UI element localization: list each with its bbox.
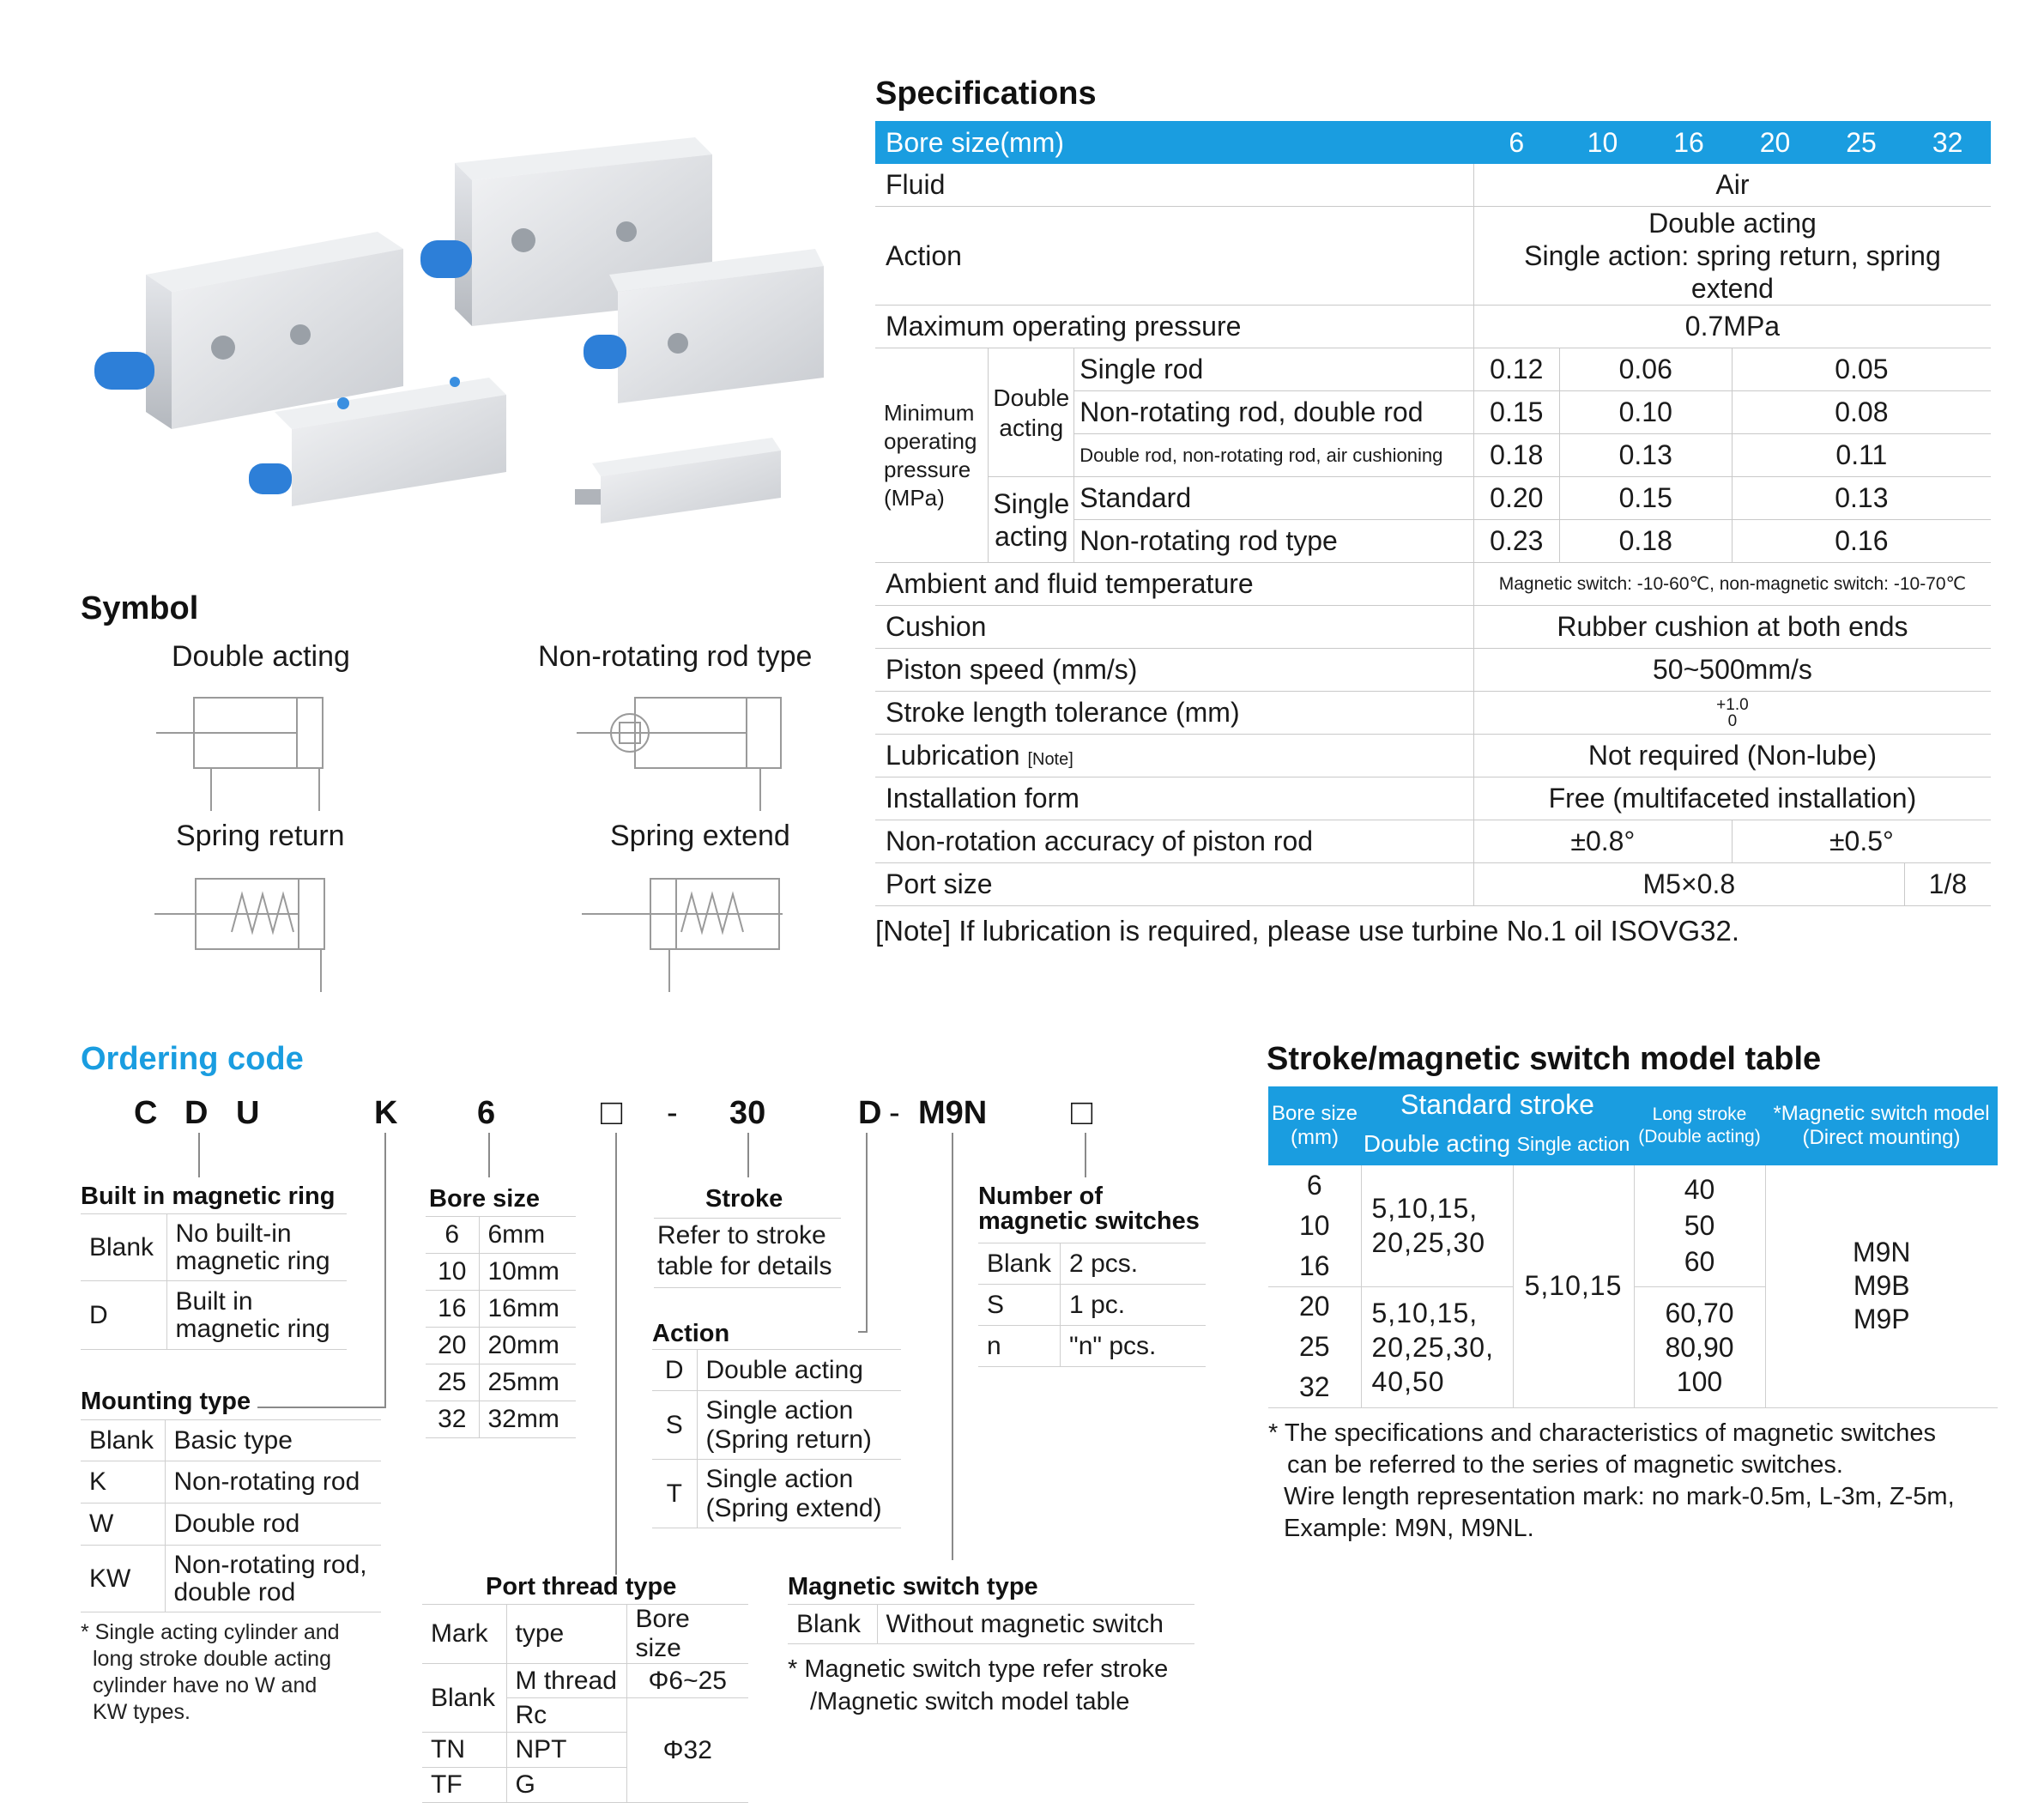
action-line-1: Double acting	[1648, 208, 1817, 239]
code-action-d: D	[858, 1095, 882, 1131]
min-value: 0.23	[1473, 520, 1559, 563]
label-line: operating	[884, 427, 977, 454]
min-value: 0.05	[1732, 348, 1991, 391]
table-row	[426, 1254, 576, 1291]
stroke-title: Stroke	[705, 1185, 783, 1213]
spec-value: ±0.5°	[1732, 820, 1991, 863]
min-value: 0.18	[1559, 520, 1732, 563]
column-header: type	[506, 1605, 626, 1664]
stroke-table	[1268, 1086, 1998, 1408]
bore-size-title: Bore size	[429, 1185, 540, 1213]
spec-value: 50~500mm/s	[1473, 649, 1991, 692]
bore-value: 32mm	[479, 1401, 576, 1438]
stroke-line: 60	[1684, 1246, 1715, 1278]
stroke-line: 20,25,30,	[1371, 1331, 1494, 1363]
spec-label: Stroke length tolerance (mm)	[875, 692, 1473, 735]
stroke-line: 5,10,15,	[1371, 1193, 1479, 1225]
mark-cell: D	[652, 1350, 697, 1391]
bore-16: 16	[1646, 121, 1733, 164]
bore-mark: 6	[426, 1217, 479, 1254]
symbol-non-rotating-label: Non-rotating rod type	[538, 640, 813, 673]
min-value: 0.18	[1473, 434, 1559, 477]
desc-line: double rod	[173, 1577, 296, 1606]
type-cell: NPT	[506, 1733, 626, 1768]
double-stroke-cell	[1361, 1286, 1513, 1407]
min-row-name: Double rod, non-rotating rod, air cushioning	[1074, 434, 1474, 477]
mark-cell: Blank	[978, 1243, 1061, 1285]
code-d: D	[184, 1095, 209, 1131]
code-count-box: □	[1071, 1092, 1093, 1132]
mark-cell: Blank	[788, 1605, 877, 1644]
lubrication-note: [Note]	[1027, 750, 1073, 769]
desc-line: Non-rotating rod,	[173, 1550, 367, 1579]
table-row	[978, 1326, 1206, 1367]
note-line: * Single acting cylinder and	[81, 1620, 340, 1644]
mark-cell: n	[978, 1326, 1061, 1367]
code-c: C	[134, 1095, 158, 1131]
note-line: KW types.	[93, 1700, 190, 1724]
note-line: long stroke double acting	[93, 1647, 331, 1671]
min-value: 0.13	[1559, 434, 1732, 477]
spec-value: Rubber cushion at both ends	[1473, 606, 1991, 649]
switch-model-header	[1765, 1086, 1998, 1165]
table-row	[978, 1243, 1206, 1285]
table-row	[426, 1291, 576, 1328]
stroke-line: 50	[1684, 1210, 1715, 1242]
bore-cell: Φ6~25	[626, 1664, 748, 1698]
note-line: can be referred to the series of magnetic switches.	[1287, 1451, 1843, 1479]
desc-cell	[165, 1546, 381, 1612]
min-value: 0.12	[1473, 348, 1559, 391]
desc-cell	[166, 1214, 347, 1281]
note-line: * The specifications and characteristics of magnetic switches	[1268, 1419, 1936, 1447]
min-value: 0.20	[1473, 477, 1559, 520]
header-line: (Direct mounting)	[1802, 1126, 1961, 1149]
bore-cell: 20	[1298, 1291, 1330, 1322]
min-value: 0.15	[1473, 391, 1559, 434]
mounting-title: Mounting type	[81, 1388, 251, 1415]
label-line: acting	[995, 520, 1068, 552]
bore-mark: 20	[426, 1328, 479, 1364]
symbol-spring-extend-label: Spring extend	[610, 820, 790, 852]
min-row-name: Standard	[1074, 477, 1474, 520]
min-value: 0.13	[1732, 477, 1991, 520]
spec-value: M5×0.8	[1473, 863, 1904, 906]
mounting-table	[81, 1419, 381, 1612]
table-row	[426, 1217, 576, 1254]
desc-cell: Without magnetic switch	[877, 1605, 1194, 1644]
code-dash-1: -	[667, 1095, 678, 1131]
label-line: pressure	[884, 456, 971, 482]
column-header: Mark	[422, 1605, 506, 1664]
table-row	[426, 1401, 576, 1438]
bore-mark: 25	[426, 1364, 479, 1401]
min-value: 0.15	[1559, 477, 1732, 520]
header-line: (Double acting)	[1638, 1127, 1761, 1147]
bore-value: 25mm	[479, 1364, 576, 1401]
symbol-spring-return-label: Spring return	[176, 820, 345, 852]
table-row	[652, 1350, 901, 1391]
action-line-2: Single action: spring return, spring extend	[1524, 240, 1941, 304]
type-cell: M thread	[506, 1664, 626, 1698]
label-line: (MPa)	[884, 484, 945, 511]
spec-value: 0.7MPa	[1473, 306, 1991, 348]
bore-size-table	[426, 1216, 576, 1438]
port-thread-title: Port thread type	[486, 1573, 677, 1600]
mark-cell: Blank	[81, 1214, 166, 1281]
num-switches-table	[978, 1243, 1206, 1367]
code-m9n: M9N	[918, 1095, 988, 1131]
double-acting-header: Double acting	[1361, 1122, 1513, 1165]
spec-value: Magnetic switch: -10-60℃, non-magnetic switch: -10-70℃	[1473, 563, 1991, 606]
symbol-title: Symbol	[81, 590, 199, 626]
desc-line: magnetic ring	[175, 1314, 330, 1343]
mark-cell: Blank	[81, 1420, 165, 1461]
desc-line: Single action	[705, 1464, 854, 1493]
spec-value: Free (multifaceted installation)	[1473, 777, 1991, 820]
code-30: 30	[729, 1095, 766, 1131]
code-dash-2: -	[889, 1095, 900, 1131]
header-line: Bore size	[1271, 1102, 1358, 1125]
desc-cell: Non-rotating rod	[165, 1461, 381, 1504]
switch-model: M9P	[1853, 1304, 1910, 1335]
stroke-line: 60,70	[1665, 1297, 1734, 1328]
desc-line: Single action	[705, 1395, 854, 1425]
code-k: K	[374, 1095, 398, 1131]
table-row	[652, 1460, 901, 1528]
spec-value: 1/8	[1904, 863, 1991, 906]
num-switches-title	[978, 1184, 1200, 1234]
desc-cell	[697, 1460, 901, 1528]
symbol-double-acting-label: Double acting	[172, 640, 350, 673]
min-row-name: Single rod	[1074, 348, 1474, 391]
action-title: Action	[652, 1320, 730, 1347]
table-row	[652, 1391, 901, 1460]
switch-model: M9N	[1852, 1237, 1911, 1268]
spec-value	[1473, 207, 1991, 306]
bore-cell: 10	[1298, 1210, 1330, 1241]
desc-cell: Basic type	[165, 1420, 381, 1461]
table-row	[422, 1664, 748, 1698]
standard-stroke-header: Standard stroke	[1361, 1086, 1634, 1122]
desc-cell	[697, 1391, 901, 1460]
label-line: Single	[993, 487, 1070, 519]
mark-cell: S	[652, 1391, 697, 1460]
mark-cell: TF	[422, 1768, 506, 1803]
note-line: Example: M9N, M9NL.	[1284, 1515, 1534, 1542]
label-line: acting	[999, 414, 1064, 441]
spec-label: Maximum operating pressure	[875, 306, 1473, 348]
table-header-row	[422, 1605, 748, 1664]
bore-6: 6	[1473, 121, 1559, 164]
min-value: 0.11	[1732, 434, 1991, 477]
stroke-table-title: Stroke/magnetic switch model table	[1267, 1041, 1822, 1077]
stroke-line: 80,90	[1665, 1331, 1734, 1363]
bore-size-header: Bore size(mm)	[875, 121, 1473, 164]
spec-label: Action	[875, 207, 1473, 306]
spec-label: Ambient and fluid temperature	[875, 563, 1473, 606]
min-value: 0.08	[1732, 391, 1991, 434]
stroke-line: 40,50	[1371, 1365, 1445, 1397]
table-row	[1268, 1165, 1998, 1206]
min-value: 0.06	[1559, 348, 1732, 391]
spec-label: Fluid	[875, 164, 1473, 207]
note-line: cylinder have no W and	[93, 1673, 317, 1697]
bore-cell: 16	[1268, 1246, 1361, 1286]
action-table	[652, 1349, 901, 1528]
title-line: magnetic switches	[978, 1207, 1200, 1235]
mark-cell: KW	[81, 1546, 165, 1612]
mark-cell: TN	[422, 1733, 506, 1768]
switch-type-title: Magnetic switch type	[788, 1573, 1038, 1600]
tolerance-lower: 0	[1727, 711, 1738, 730]
bore-value: 6mm	[479, 1217, 576, 1254]
spec-value	[1473, 692, 1991, 735]
bore-size-header	[1268, 1086, 1361, 1165]
long-stroke-cell	[1634, 1165, 1765, 1286]
mark-cell: S	[978, 1285, 1061, 1326]
lubrication-label: Lubrication	[886, 740, 1020, 771]
stroke-line: Refer to stroke	[657, 1221, 826, 1249]
spec-label: Cushion	[875, 606, 1473, 649]
table-row	[426, 1328, 576, 1364]
spec-value: ±0.8°	[1473, 820, 1732, 863]
table-row	[426, 1364, 576, 1401]
spec-footnote: [Note] If lubrication is required, please use turbine No.1 oil ISOVG32.	[875, 915, 1740, 947]
desc-cell: 1 pc.	[1061, 1285, 1206, 1326]
desc-cell: Double rod	[165, 1504, 381, 1546]
spec-label: Installation form	[875, 777, 1473, 820]
label-line: Minimum	[884, 399, 975, 426]
stroke-line: table for details	[657, 1252, 832, 1280]
bore-25: 25	[1818, 121, 1905, 164]
desc-line: (Spring return)	[705, 1425, 872, 1454]
table-row	[81, 1504, 381, 1546]
code-6: 6	[477, 1095, 496, 1131]
mounting-note	[81, 1619, 340, 1726]
min-row-name: Non-rotating rod type	[1074, 520, 1474, 563]
desc-cell: Double acting	[697, 1350, 901, 1391]
desc-line: magnetic ring	[175, 1246, 330, 1275]
table-row	[788, 1605, 1194, 1644]
spec-value: Air	[1473, 164, 1991, 207]
min-row-name: Non-rotating rod, double rod	[1074, 391, 1474, 434]
bore-cell: 6	[1306, 1170, 1322, 1201]
table-row	[81, 1461, 381, 1504]
table-row	[81, 1546, 381, 1612]
desc-line: Built in	[175, 1286, 253, 1316]
port-thread-table	[422, 1604, 748, 1803]
ordering-title: Ordering code	[81, 1041, 304, 1077]
mark-cell: W	[81, 1504, 165, 1546]
bore-mark: 10	[426, 1254, 479, 1291]
code-u: U	[236, 1095, 260, 1131]
spec-label: Piston speed (mm/s)	[875, 649, 1473, 692]
single-action-header: Single action	[1513, 1122, 1634, 1165]
min-value: 0.10	[1559, 391, 1732, 434]
code-port-box: □	[601, 1092, 623, 1132]
spec-title: Specifications	[875, 76, 1097, 112]
bore-20: 20	[1732, 121, 1818, 164]
bore-value: 16mm	[479, 1291, 576, 1328]
stroke-line: 5,10,15,	[1371, 1297, 1479, 1328]
desc-cell: 2 pcs.	[1061, 1243, 1206, 1285]
bore-value: 10mm	[479, 1254, 576, 1291]
column-header: Bore size	[626, 1605, 748, 1664]
header-line: Long stroke	[1652, 1104, 1747, 1124]
single-stroke-cell: 5,10,15	[1513, 1165, 1634, 1407]
table-row	[81, 1420, 381, 1461]
switch-model: M9B	[1853, 1270, 1910, 1302]
stroke-line: 100	[1676, 1365, 1723, 1397]
switch-type-table	[788, 1604, 1194, 1644]
tolerance-upper: +1.0	[1716, 695, 1749, 714]
switch-model-cell	[1765, 1165, 1998, 1407]
spec-value: Not required (Non-lube)	[1473, 735, 1991, 777]
stroke-header-row-1	[1268, 1086, 1998, 1122]
bore-32: 32	[1904, 121, 1991, 164]
bore-10: 10	[1559, 121, 1646, 164]
magnetic-ring-table	[81, 1213, 347, 1350]
stroke-line: 20,25,30	[1371, 1227, 1486, 1259]
spec-label: Port size	[875, 863, 1473, 906]
double-stroke-cell	[1361, 1165, 1513, 1286]
magnetic-ring-title: Built in magnetic ring	[81, 1183, 336, 1210]
table-row	[81, 1281, 347, 1350]
type-cell: G	[506, 1768, 626, 1803]
note-line: /Magnetic switch model table	[810, 1688, 1130, 1715]
desc-cell	[166, 1281, 347, 1350]
note-line: Wire length representation mark: no mark-0.5m, L-3m, Z-5m,	[1284, 1483, 1955, 1510]
mark-cell: D	[81, 1281, 166, 1350]
bore-mark: 16	[426, 1291, 479, 1328]
note-line: * Magnetic switch type refer stroke	[788, 1655, 1169, 1683]
bore-cell: 25	[1298, 1331, 1330, 1362]
mark-cell: K	[81, 1461, 165, 1504]
bore-value: 20mm	[479, 1328, 576, 1364]
long-stroke-cell	[1634, 1286, 1765, 1407]
mark-cell: T	[652, 1460, 697, 1528]
stroke-desc	[654, 1218, 841, 1288]
stroke-table-notes	[1268, 1418, 1955, 1545]
header-line: (mm)	[1291, 1126, 1339, 1149]
desc-line: (Spring extend)	[705, 1493, 882, 1522]
table-row	[81, 1214, 347, 1281]
bore-cell: 32	[1298, 1370, 1330, 1402]
desc-line: No built-in	[175, 1219, 292, 1248]
min-value: 0.16	[1732, 520, 1991, 563]
desc-cell: "n" pcs.	[1061, 1326, 1206, 1367]
switch-type-note	[788, 1653, 1168, 1718]
long-stroke-header	[1634, 1086, 1765, 1165]
stroke-line: 40	[1684, 1174, 1715, 1206]
title-line: Number of	[978, 1183, 1103, 1210]
label-line: Double	[993, 384, 1070, 411]
bore-mark: 32	[426, 1401, 479, 1438]
bore-cell: Φ32	[626, 1698, 748, 1803]
header-line: *Magnetic switch model	[1773, 1102, 1990, 1125]
spec-label: Non-rotation accuracy of piston rod	[875, 820, 1473, 863]
table-row	[978, 1285, 1206, 1326]
type-cell: Rc	[506, 1698, 626, 1733]
mark-cell: Blank	[422, 1664, 506, 1733]
